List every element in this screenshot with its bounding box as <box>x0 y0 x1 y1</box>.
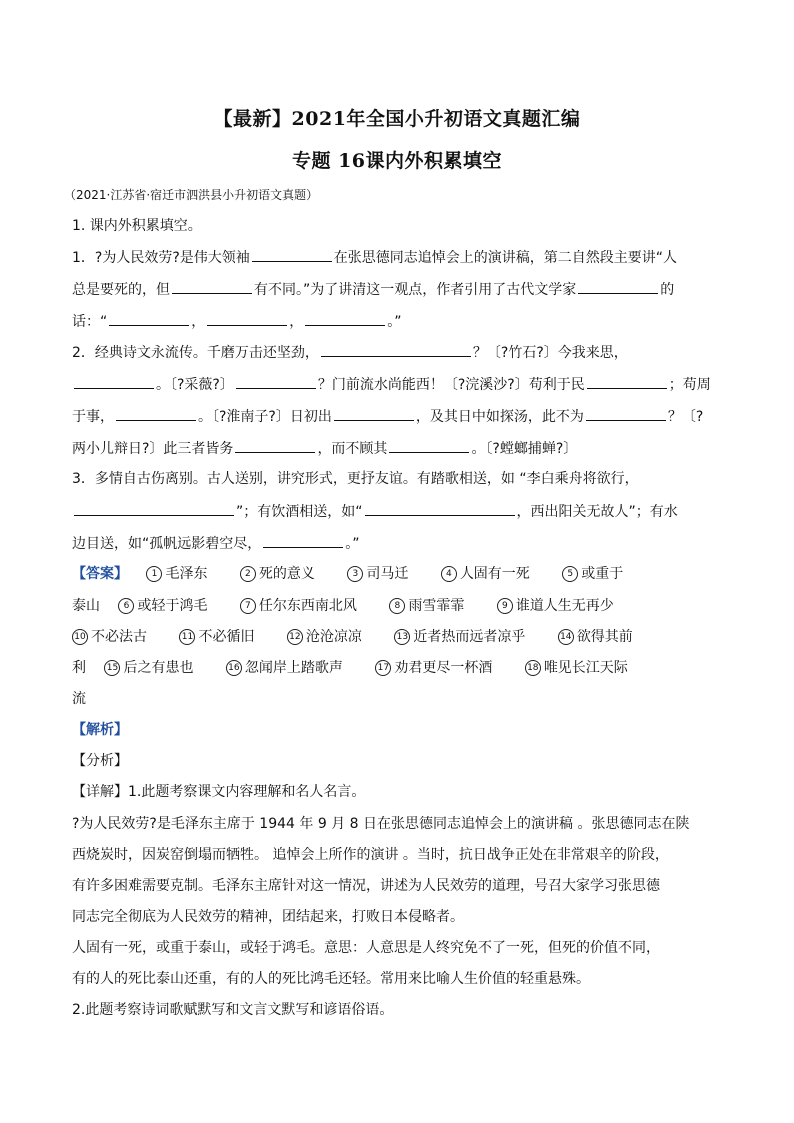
detail-heading: 【详解】1.此题考察课文内容理解和名人名言。 <box>72 784 366 800</box>
answer-blank <box>235 440 315 453</box>
answer-blank <box>321 344 471 357</box>
paragraph-line: 人固有一死，或重于泰山，或轻于鸿毛。意思：人意思是人终究免不了一死，但死的价值不同， <box>72 940 660 956</box>
answer-blank <box>365 503 515 516</box>
q1-line-2: 总是要死的，但 有不同。”为了讲清这一观点，作者引用了古代文学家 的 <box>72 282 675 298</box>
q2-line-4: 两小儿辩日?〕此三者皆务 ，而不顾其 。〔?螳螂捕蝉?〕 <box>72 441 578 457</box>
q1-line-1: 1．?为人民效劳?是伟大领袖 在张思德同志追悼会上的演讲稿，第二自然段主要讲“人 <box>72 250 678 266</box>
answer-blank <box>172 281 252 294</box>
analysis-label: 【解析】 <box>72 722 128 738</box>
q1-line-3: 话：“ ， ， 。” <box>72 314 402 330</box>
answer-label: 【答案】 <box>72 566 128 582</box>
answer-blank <box>263 535 343 548</box>
q3-line-3: 边目送，如“孤帆远影碧空尽， 。” <box>72 536 360 552</box>
answer-blank <box>116 408 196 421</box>
q2-line-2: 。〔?采薇?〕 ？门前流水尚能西！〔?浣溪沙?〕苟利于民 ；苟周 <box>72 376 711 393</box>
answer-blank <box>74 503 234 516</box>
question-heading: 1. 课内外积累填空。 <box>72 218 202 234</box>
q3-line-1: 3．多情自古伤离别。古人送别，讲究形式，更抒友谊。有踏歌相送，如 “李白乘舟将欲行， <box>72 471 639 487</box>
fenxi-label: 【分析】 <box>72 753 128 769</box>
answer-blank <box>207 313 287 326</box>
answer-blank <box>252 249 332 262</box>
answer-blank <box>578 281 658 294</box>
q2-line-1: 2．经典诗文永流传。千磨万击还坚劲， ？〔?竹石?〕今我来思， <box>72 345 628 361</box>
paragraph-line: 有的人的死比泰山还重，有的人的死比鸿毛还轻。常用来比喻人生价值的轻重悬殊。 <box>72 971 590 987</box>
paragraph-line: 同志完全彻底为人民效劳的精神，团结起来，打败日本侵略者。 <box>72 909 464 925</box>
paragraph-line: 2.此题考察诗词歌赋默写和文言文默写和谚语俗语。 <box>72 1002 394 1018</box>
answer-blank <box>334 408 414 421</box>
answer-blank <box>109 313 189 326</box>
answer-line-5: 流 <box>72 691 86 707</box>
answer-line-3: 10 不必法古 11 不必循旧 12 沧沧凉凉 13 近者热而远者凉乎 14 欲得其前 <box>72 629 647 645</box>
q2-line-3: 于事， 。〔?淮南子?〕日初出 ，及其日中如探汤，此不为 ？〔? <box>72 409 704 425</box>
answer-line-1: 【答案】 1 毛泽东 2 死的意义 3 司马迁 4 人固有一死 5 或重于 <box>72 566 624 582</box>
answer-blank <box>305 313 385 326</box>
answer-blank <box>74 376 154 389</box>
page-title: 【最新】2021年全国小升初语文真题汇编 <box>213 108 581 130</box>
question-source: （2021·江苏省·宿迁市泗洪县小升初语文真题） <box>64 188 319 202</box>
q3-line-2: ”；有饮酒相送，如“ ，西出阳关无故人”；有水 <box>72 503 678 520</box>
page-subtitle: 专题 16课内外积累填空 <box>291 150 503 172</box>
paragraph-line: 西烧炭时，因炭窑倒塌而牺牲。 追悼会上所作的演讲 。当时，抗日战争正处在非常艰辛的阶段， <box>72 847 669 863</box>
answer-blank <box>586 408 666 421</box>
answer-blank <box>587 376 667 389</box>
answer-line-2: 泰山 6 或轻于鸿毛 7 任尔东西南北风 8 雨雪霏霏 9 谁道人生无再少 <box>72 598 614 614</box>
paragraph-line: ?为人民效劳?是毛泽东主席于 1944 年 9 月 8 日在张思德同志追悼会上的演讲稿 。张思德同志在陕 <box>72 816 690 832</box>
answer-line-4: 利 15 后之有患也 16 忽闻岸上踏歌声 17 劝君更尽一杯酒 18 唯见长江天际 <box>72 660 628 676</box>
answer-blank <box>389 440 469 453</box>
answer-blank <box>236 376 316 389</box>
paragraph-line: 有许多困难需要克制。毛泽东主席针对这一情况，讲述为人民效劳的道理，号召大家学习张思德 <box>72 878 660 894</box>
